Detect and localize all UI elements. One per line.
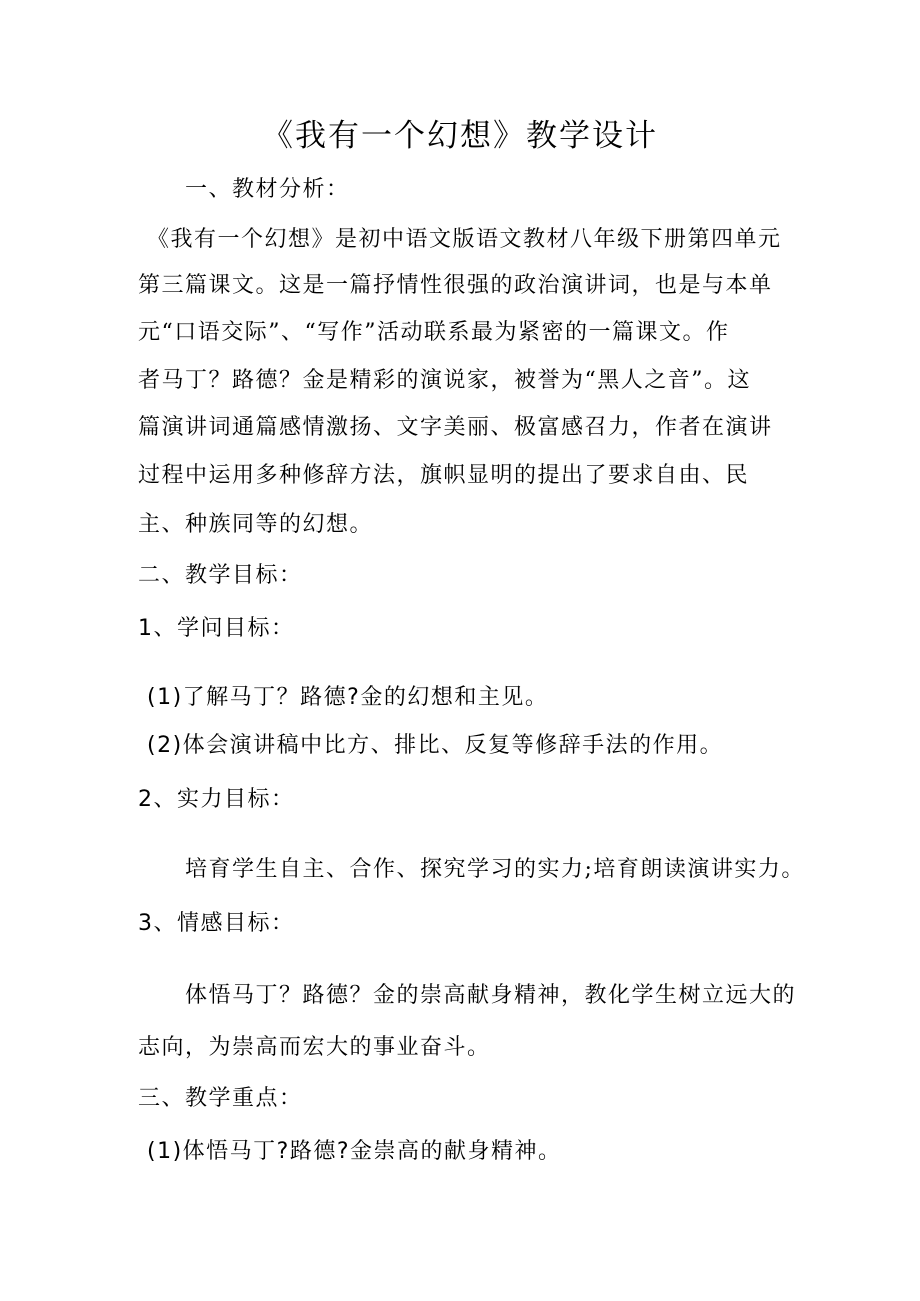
list-item: (1)体悟马丁?路德?金崇高的献身精神。 — [147, 1139, 562, 1164]
paragraph-line: 培育学生自主、合作、探究学习的实力;培育朗读演讲实力。 — [185, 857, 805, 882]
paragraph-line: 者马丁？路德？金是精彩的演说家，被誉为“黑人之音”。这 — [138, 368, 751, 393]
subheading-emotion-goal: 3、情感目标： — [138, 911, 295, 936]
subheading-knowledge-goal: 1、学问目标： — [138, 616, 295, 641]
paragraph-line: 体悟马丁？路德？金的崇高献身精神，教化学生树立远大的 — [185, 983, 797, 1008]
document-title: 《我有一个幻想》教学设计 — [262, 118, 658, 154]
paragraph-line: 志向，为崇高而宏大的事业奋斗。 — [138, 1035, 491, 1060]
list-item: (1)了解马丁？路德?金的幻想和主见。 — [147, 685, 549, 710]
paragraph-line: 《我有一个幻想》是初中语文版语文教材八年级下册第四单元 — [147, 227, 782, 252]
paragraph-line: 篇演讲词通篇感情激扬、文字美丽、极富感召力，作者在演讲 — [138, 415, 773, 440]
section-heading-teaching-focus: 三、教学重点： — [138, 1086, 303, 1111]
paragraph-line: 第三篇课文。这是一篇抒情性很强的政治演讲词，也是与本单 — [138, 273, 773, 298]
section-heading-textbook-analysis: 一、教材分析： — [185, 177, 350, 202]
paragraph-line: 主、种族同等的幻想。 — [138, 512, 374, 537]
list-item: (2)体会演讲稿中比方、排比、反复等修辞手法的作用。 — [147, 733, 724, 758]
paragraph-line: 过程中运用多种修辞方法，旗帜显明的提出了要求自由、民 — [138, 463, 750, 488]
subheading-ability-goal: 2、实力目标： — [138, 787, 295, 812]
section-heading-teaching-goals: 二、教学目标： — [138, 563, 303, 588]
paragraph-line: 元“口语交际”、“写作”活动联系最为紧密的一篇课文。作 — [138, 320, 730, 345]
